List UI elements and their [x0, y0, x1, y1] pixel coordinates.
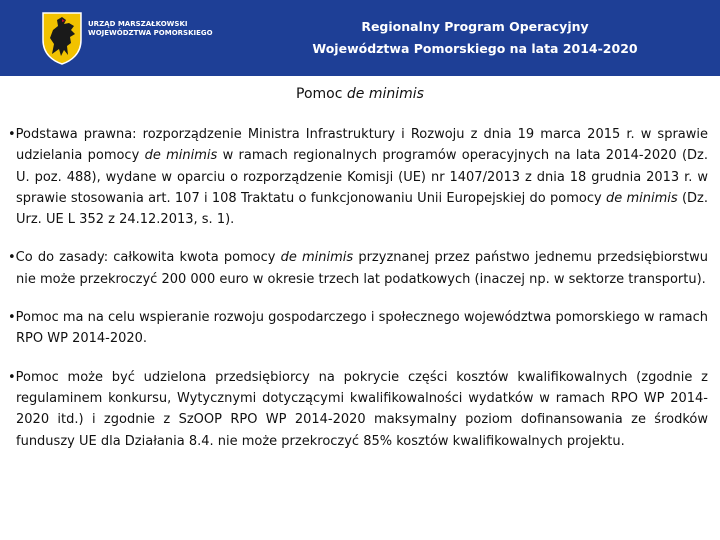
bullet-2-text-a: •Co do zasady: całkowita kwota pomocy	[8, 250, 281, 266]
bullet-1-text-c: (Dz. Urz. UE L 352 z 24.12.2013, s. 1).	[16, 190, 708, 228]
program-title-line-1: Regionalny Program Operacyjny	[361, 19, 589, 34]
bullet-eligibility: •Pomoc może być udzielona przedsiębiorcy na pokrycie części kosztów kwalifikowalnych (zgodnie z regulaminem konkursu, Wytycznymi dotyczącymi kwalifikowalności wydatków w ramach RPO WP 2014-2020 itd.) i zgodnie z SzOOP RPO WP 2014-2020 maksymalny poziom dofinansowania ze środków funduszy UE dla Działania 8.4. nie może przekroczyć 85% kosztów kwalifikowalnych projektu.	[8, 369, 708, 449]
slide-subtitle	[0, 84, 720, 104]
bullet-legal-basis	[8, 124, 708, 230]
office-name	[88, 20, 248, 38]
subtitle-italic: de minimis	[346, 86, 424, 102]
bullet-1-italic-a: de minimis	[144, 148, 218, 164]
office-name-line-1: URZĄD MARSZAŁKOWSKI	[88, 20, 188, 28]
office-logo	[40, 10, 240, 66]
griffin-coat-of-arms-icon	[40, 10, 84, 66]
bullet-list	[8, 124, 708, 469]
bullet-1-italic-b: de minimis	[605, 190, 678, 206]
office-name-line-2: WOJEWÓDZTWA POMORSKIEGO	[88, 29, 213, 37]
program-title-line-2: Województwa Pomorskiego na lata 2014-2020	[312, 41, 638, 56]
program-title	[300, 16, 650, 60]
header-bar	[0, 0, 720, 76]
bullet-purpose: •Pomoc ma na celu wspieranie rozwoju gospodarczego i społecznego województwa pomorskiego w ramach RPO WP 2014-2020.	[8, 310, 709, 347]
bullet-1-text-a: •Podstawa prawna: rozporządzenie Ministra Infrastruktury i Rozwoju z dnia 19 marca 2015 r. w sprawie udzielania pomocy	[8, 127, 708, 164]
bullet-limit	[8, 247, 708, 290]
bullet-2-text-b: przyznanej przez państwo jednemu przedsiębiorstwu nie może przekroczyć 200 000 euro w okresie trzech lat podatkowych (inaczej np. w sektorze transportu).	[16, 250, 708, 287]
subtitle-normal: Pomoc	[296, 86, 347, 102]
bullet-2-italic: de minimis	[280, 250, 354, 266]
bullet-1-text-b: w ramach regionalnych programów operacyjnych na lata 2014-2020 (Dz. U. poz. 488), wydane w oparciu o rozporządzenie Komisji (UE) nr 1407/2013 z dnia 18 grudnia 2013 r. w sprawie stosowania art. 107 i 108 Traktatu o funkcjonowaniu Unii Europejskiej do pomocy	[16, 148, 708, 206]
